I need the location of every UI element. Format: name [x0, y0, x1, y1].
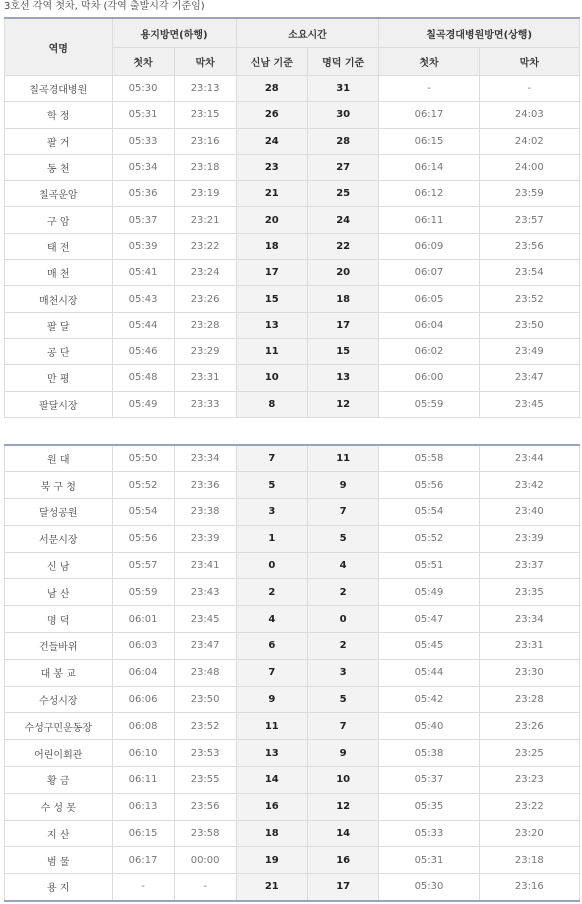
table-row	[5, 847, 580, 874]
down-last-time: 23:29	[174, 338, 236, 364]
down-first-time: 05:56	[112, 525, 174, 552]
minutes-from-sinnam: 7	[236, 659, 307, 686]
up-last-time: 23:30	[479, 659, 579, 686]
station-name: 수성구민운동장	[5, 713, 113, 740]
minutes-from-sinnam: 11	[236, 338, 307, 364]
minutes-from-myeongdeok: 5	[307, 686, 378, 713]
minutes-from-myeongdeok: 20	[307, 260, 378, 286]
table-row	[5, 740, 580, 767]
table-row	[5, 76, 580, 102]
station-name: 황 금	[5, 767, 113, 794]
minutes-from-sinnam: 13	[236, 312, 307, 338]
table-row	[5, 233, 580, 259]
up-last-time: 24:00	[479, 154, 579, 180]
up-first-time: 06:12	[379, 181, 479, 207]
down-first-time: 05:50	[112, 445, 174, 472]
station-name: 구 암	[5, 207, 113, 233]
table-row	[5, 713, 580, 740]
header-station: 역명	[5, 18, 113, 76]
up-last-time: -	[479, 76, 579, 102]
station-name: 원 대	[5, 445, 113, 472]
minutes-from-myeongdeok: 9	[307, 472, 378, 499]
down-first-time: 05:31	[112, 102, 174, 128]
timetable-lower-body	[5, 445, 580, 901]
minutes-from-sinnam: 11	[236, 713, 307, 740]
station-name: 학 정	[5, 102, 113, 128]
up-last-time: 23:44	[479, 445, 579, 472]
table-row	[5, 154, 580, 180]
up-first-time: 06:11	[379, 207, 479, 233]
table-row	[5, 686, 580, 713]
minutes-from-sinnam: 21	[236, 181, 307, 207]
down-last-time: 23:28	[174, 312, 236, 338]
minutes-from-sinnam: 0	[236, 552, 307, 579]
down-last-time: -	[174, 874, 236, 901]
down-last-time: 23:34	[174, 445, 236, 472]
minutes-from-myeongdeok: 7	[307, 713, 378, 740]
station-name: 달성공원	[5, 499, 113, 526]
minutes-from-sinnam: 18	[236, 233, 307, 259]
up-first-time: 05:51	[379, 552, 479, 579]
minutes-from-myeongdeok: 5	[307, 525, 378, 552]
up-last-time: 24:02	[479, 128, 579, 154]
up-last-time: 23:16	[479, 874, 579, 901]
station-name: 팔달시장	[5, 391, 113, 417]
table-row	[5, 260, 580, 286]
up-first-time: 05:30	[379, 874, 479, 901]
down-first-time: 05:33	[112, 128, 174, 154]
table-row	[5, 579, 580, 606]
up-first-time: 05:54	[379, 499, 479, 526]
down-first-time: 06:06	[112, 686, 174, 713]
minutes-from-myeongdeok: 9	[307, 740, 378, 767]
minutes-from-myeongdeok: 17	[307, 874, 378, 901]
down-first-time: 05:54	[112, 499, 174, 526]
table-row	[5, 633, 580, 660]
minutes-from-sinnam: 5	[236, 472, 307, 499]
minutes-from-sinnam: 17	[236, 260, 307, 286]
minutes-from-sinnam: 21	[236, 874, 307, 901]
down-first-time: 06:13	[112, 793, 174, 820]
down-first-time: 06:03	[112, 633, 174, 660]
table-row	[5, 472, 580, 499]
down-last-time: 00:00	[174, 847, 236, 874]
down-first-time: 06:10	[112, 740, 174, 767]
down-last-time: 23:58	[174, 820, 236, 847]
minutes-from-sinnam: 20	[236, 207, 307, 233]
table-row	[5, 606, 580, 633]
station-name: 대 봉 교	[5, 659, 113, 686]
up-first-time: 06:09	[379, 233, 479, 259]
down-first-time: 05:49	[112, 391, 174, 417]
minutes-from-myeongdeok: 12	[307, 793, 378, 820]
minutes-from-sinnam: 14	[236, 767, 307, 794]
up-first-time: 06:04	[379, 312, 479, 338]
down-first-time: 05:46	[112, 338, 174, 364]
minutes-from-myeongdeok: 16	[307, 847, 378, 874]
table-row	[5, 102, 580, 128]
down-first-time: 05:43	[112, 286, 174, 312]
down-last-time: 23:21	[174, 207, 236, 233]
up-first-time: 05:35	[379, 793, 479, 820]
down-first-time: 05:37	[112, 207, 174, 233]
up-first-time: 05:52	[379, 525, 479, 552]
down-last-time: 23:18	[174, 154, 236, 180]
station-name: 명 덕	[5, 606, 113, 633]
table-row	[5, 767, 580, 794]
minutes-from-myeongdeok: 27	[307, 154, 378, 180]
down-first-time: 05:34	[112, 154, 174, 180]
minutes-from-sinnam: 2	[236, 579, 307, 606]
up-last-time: 23:35	[479, 579, 579, 606]
down-last-time: 23:24	[174, 260, 236, 286]
timetable-lower	[4, 444, 580, 902]
up-first-time: 06:02	[379, 338, 479, 364]
header-from-sinnam: 신남 기준	[236, 48, 307, 76]
minutes-from-sinnam: 13	[236, 740, 307, 767]
down-last-time: 23:48	[174, 659, 236, 686]
header-direction-down: 용지방면(하행)	[112, 18, 236, 48]
up-last-time: 23:20	[479, 820, 579, 847]
up-first-time: 05:37	[379, 767, 479, 794]
up-last-time: 23:59	[479, 181, 579, 207]
table-row	[5, 552, 580, 579]
table-row	[5, 499, 580, 526]
up-last-time: 23:45	[479, 391, 579, 417]
up-first-time: 05:44	[379, 659, 479, 686]
header-from-myeongdeok: 명덕 기준	[307, 48, 378, 76]
up-last-time: 23:49	[479, 338, 579, 364]
table-row	[5, 874, 580, 901]
table-row	[5, 338, 580, 364]
table-row	[5, 820, 580, 847]
minutes-from-sinnam: 4	[236, 606, 307, 633]
station-name: 어린이회관	[5, 740, 113, 767]
up-last-time: 23:56	[479, 233, 579, 259]
down-last-time: 23:55	[174, 767, 236, 794]
table-row	[5, 286, 580, 312]
table-row	[5, 128, 580, 154]
minutes-from-myeongdeok: 22	[307, 233, 378, 259]
down-first-time: 05:59	[112, 579, 174, 606]
minutes-from-myeongdeok: 2	[307, 633, 378, 660]
minutes-from-myeongdeok: 11	[307, 445, 378, 472]
table-row	[5, 659, 580, 686]
header-direction-up: 칠곡경대병원방면(상행)	[379, 18, 580, 48]
down-last-time: 23:36	[174, 472, 236, 499]
down-first-time: 05:36	[112, 181, 174, 207]
minutes-from-myeongdeok: 30	[307, 102, 378, 128]
down-last-time: 23:16	[174, 128, 236, 154]
up-last-time: 23:18	[479, 847, 579, 874]
table-row	[5, 365, 580, 391]
down-first-time: 05:48	[112, 365, 174, 391]
station-name: 수성시장	[5, 686, 113, 713]
up-last-time: 23:28	[479, 686, 579, 713]
up-first-time: 05:47	[379, 606, 479, 633]
up-last-time: 23:42	[479, 472, 579, 499]
minutes-from-myeongdeok: 2	[307, 579, 378, 606]
up-last-time: 24:03	[479, 102, 579, 128]
up-last-time: 23:52	[479, 286, 579, 312]
up-last-time: 23:47	[479, 365, 579, 391]
station-name: 만 평	[5, 365, 113, 391]
minutes-from-sinnam: 28	[236, 76, 307, 102]
up-first-time: 06:14	[379, 154, 479, 180]
down-first-time: 06:04	[112, 659, 174, 686]
station-name: 태 전	[5, 233, 113, 259]
minutes-from-sinnam: 1	[236, 525, 307, 552]
down-last-time: 23:47	[174, 633, 236, 660]
up-first-time: 05:59	[379, 391, 479, 417]
minutes-from-sinnam: 24	[236, 128, 307, 154]
up-last-time: 23:54	[479, 260, 579, 286]
station-name: 남 산	[5, 579, 113, 606]
station-name: 칠곡운암	[5, 181, 113, 207]
down-first-time: 05:39	[112, 233, 174, 259]
station-name: 매 천	[5, 260, 113, 286]
minutes-from-myeongdeok: 18	[307, 286, 378, 312]
down-last-time: 23:56	[174, 793, 236, 820]
up-first-time: 05:42	[379, 686, 479, 713]
minutes-from-sinnam: 10	[236, 365, 307, 391]
station-name: 건들바위	[5, 633, 113, 660]
down-first-time: 05:41	[112, 260, 174, 286]
up-first-time: 05:45	[379, 633, 479, 660]
header-down-first: 첫차	[112, 48, 174, 76]
down-last-time: 23:15	[174, 102, 236, 128]
minutes-from-sinnam: 3	[236, 499, 307, 526]
up-last-time: 23:25	[479, 740, 579, 767]
minutes-from-sinnam: 23	[236, 154, 307, 180]
down-last-time: 23:52	[174, 713, 236, 740]
minutes-from-myeongdeok: 3	[307, 659, 378, 686]
down-last-time: 23:43	[174, 579, 236, 606]
down-first-time: 05:57	[112, 552, 174, 579]
station-name: 매천시장	[5, 286, 113, 312]
up-first-time: 06:07	[379, 260, 479, 286]
minutes-from-myeongdeok: 25	[307, 181, 378, 207]
header-up-last: 막차	[479, 48, 579, 76]
minutes-from-sinnam: 16	[236, 793, 307, 820]
table-row	[5, 181, 580, 207]
table-row	[5, 445, 580, 472]
minutes-from-sinnam: 6	[236, 633, 307, 660]
up-last-time: 23:37	[479, 552, 579, 579]
down-first-time: 06:08	[112, 713, 174, 740]
down-last-time: 23:39	[174, 525, 236, 552]
station-name: 칠곡경대병원	[5, 76, 113, 102]
up-first-time: 05:38	[379, 740, 479, 767]
down-first-time: 06:11	[112, 767, 174, 794]
up-last-time: 23:31	[479, 633, 579, 660]
station-name: 범 물	[5, 847, 113, 874]
up-first-time: 05:40	[379, 713, 479, 740]
up-first-time: 05:56	[379, 472, 479, 499]
minutes-from-sinnam: 8	[236, 391, 307, 417]
up-first-time: 05:58	[379, 445, 479, 472]
down-last-time: 23:53	[174, 740, 236, 767]
table-row	[5, 391, 580, 417]
header-down-last: 막차	[174, 48, 236, 76]
down-first-time: 06:15	[112, 820, 174, 847]
up-first-time: 06:00	[379, 365, 479, 391]
minutes-from-myeongdeok: 24	[307, 207, 378, 233]
up-first-time: 06:17	[379, 102, 479, 128]
station-name: 동 천	[5, 154, 113, 180]
up-last-time: 23:50	[479, 312, 579, 338]
up-first-time: -	[379, 76, 479, 102]
station-name: 공 단	[5, 338, 113, 364]
down-last-time: 23:22	[174, 233, 236, 259]
table-row	[5, 525, 580, 552]
minutes-from-myeongdeok: 15	[307, 338, 378, 364]
down-last-time: 23:31	[174, 365, 236, 391]
down-first-time: 05:30	[112, 76, 174, 102]
up-first-time: 06:15	[379, 128, 479, 154]
header-up-first: 첫차	[379, 48, 479, 76]
down-last-time: 23:38	[174, 499, 236, 526]
down-last-time: 23:26	[174, 286, 236, 312]
timetable-upper	[4, 17, 580, 418]
down-first-time: 06:17	[112, 847, 174, 874]
up-first-time: 05:49	[379, 579, 479, 606]
minutes-from-myeongdeok: 13	[307, 365, 378, 391]
minutes-from-myeongdeok: 28	[307, 128, 378, 154]
station-name: 팔 달	[5, 312, 113, 338]
down-last-time: 23:41	[174, 552, 236, 579]
down-first-time: -	[112, 874, 174, 901]
up-first-time: 05:33	[379, 820, 479, 847]
minutes-from-myeongdeok: 12	[307, 391, 378, 417]
down-last-time: 23:50	[174, 686, 236, 713]
minutes-from-sinnam: 15	[236, 286, 307, 312]
station-name: 지 산	[5, 820, 113, 847]
up-last-time: 23:23	[479, 767, 579, 794]
up-last-time: 23:57	[479, 207, 579, 233]
station-name: 서문시장	[5, 525, 113, 552]
minutes-from-myeongdeok: 7	[307, 499, 378, 526]
up-first-time: 06:05	[379, 286, 479, 312]
up-last-time: 23:34	[479, 606, 579, 633]
minutes-from-sinnam: 26	[236, 102, 307, 128]
minutes-from-sinnam: 18	[236, 820, 307, 847]
minutes-from-sinnam: 9	[236, 686, 307, 713]
station-name: 팔 거	[5, 128, 113, 154]
up-last-time: 23:39	[479, 525, 579, 552]
minutes-from-myeongdeok: 0	[307, 606, 378, 633]
minutes-from-myeongdeok: 31	[307, 76, 378, 102]
up-first-time: 05:31	[379, 847, 479, 874]
table-row	[5, 312, 580, 338]
station-name: 수 성 못	[5, 793, 113, 820]
down-first-time: 06:01	[112, 606, 174, 633]
minutes-from-myeongdeok: 14	[307, 820, 378, 847]
down-first-time: 05:52	[112, 472, 174, 499]
down-last-time: 23:13	[174, 76, 236, 102]
timetable-upper-body	[5, 76, 580, 418]
down-last-time: 23:45	[174, 606, 236, 633]
minutes-from-myeongdeok: 4	[307, 552, 378, 579]
down-last-time: 23:33	[174, 391, 236, 417]
header-travel-time: 소요시간	[236, 18, 379, 48]
station-name: 용 지	[5, 874, 113, 901]
minutes-from-sinnam: 7	[236, 445, 307, 472]
minutes-from-myeongdeok: 10	[307, 767, 378, 794]
page-caption: 3호선 각역 첫차, 막차 (각역 출발시각 기준임)	[4, 1, 205, 12]
table-row	[5, 793, 580, 820]
up-last-time: 23:26	[479, 713, 579, 740]
station-name: 신 남	[5, 552, 113, 579]
up-last-time: 23:40	[479, 499, 579, 526]
table-row	[5, 207, 580, 233]
minutes-from-sinnam: 19	[236, 847, 307, 874]
minutes-from-myeongdeok: 17	[307, 312, 378, 338]
up-last-time: 23:22	[479, 793, 579, 820]
down-last-time: 23:19	[174, 181, 236, 207]
down-first-time: 05:44	[112, 312, 174, 338]
station-name: 북 구 청	[5, 472, 113, 499]
